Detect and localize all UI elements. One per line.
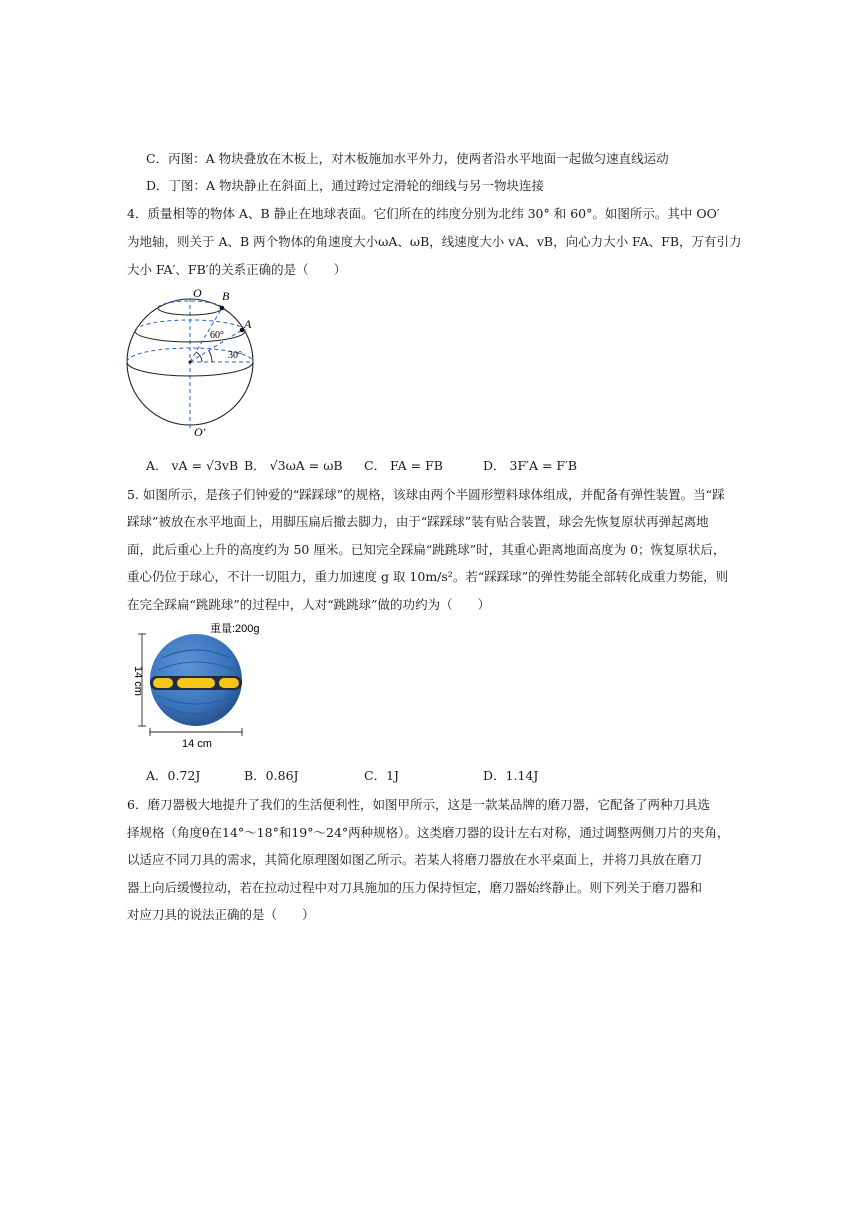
q5-stem-line-2: 踩球”被放在水平地面上，用脚压扁后撤去脚力，由于“踩踩球”装有贴合装置，球会先恢复原状再弹起离地 [127,514,709,529]
width-label: 14 cm [182,738,212,750]
earth-diagram [118,284,278,440]
q4-stem-line-2: 为地轴，则关于 A、B 两个物体的角速度大小ωA、ωB，线速度大小 vA、vB，向心力大小 FA、FB，万有引力 [127,234,742,249]
q5-option-d: D．1.14J [483,768,539,783]
q5-option-c: C．1J [364,768,400,783]
label-a: A [244,317,252,331]
q4-stem-line-1: 4．质量相等的物体 A、B 静止在地球表面。它们所在的纬度分别为北纬 30° 和 60°。如图所示。其中 OO′ [127,206,720,221]
ball-figure [122,620,272,754]
q5-stem-line-3: 面，此后重心上升的高度约为 50 厘米。已知完全踩扁“跳跳球”时，其重心距离地面高度为 0；恢复原状后， [127,542,726,557]
height-label: 14 cm [132,666,144,696]
q6-stem-line-5: 对应刀具的说法正确的是（ ） [127,907,315,922]
q5-stem-line-4: 重心仍位于球心，不计一切阻力，重力加速度 g 取 10m/s²。若“踩踩球”的弹性势能全部转化成重力势能，则 [127,569,729,584]
label-o: O [193,286,202,300]
point-b [220,306,225,311]
q4-options [146,456,746,472]
q3-option-c: C．丙图：A 物块叠放在木板上，对木板施加水平外力，使两者沿水平地面一起做匀速直线运动 [146,151,669,166]
q5-options [146,766,746,782]
weight-label: 重量:200g [210,623,260,635]
q5-option-b: B．0.86J [244,768,299,783]
label-angle-30: 30° [228,350,242,361]
q6-stem-line-3: 以适应不同刀具的需求，其简化原理图如图乙所示。若某人将磨刀器放在水平桌面上，并将刀具放在磨刀 [127,852,703,867]
q6-stem-line-2: 择规格（角度θ在14°～18°和19°～24°两种规格）。这类磨刀器的设计左右对称，通过调整两侧刀片的夹角， [127,825,730,840]
q4-stem-line-3: 大小 FA′、FB′的关系正确的是（ ） [127,262,347,277]
q5-stem-line-1: 5. 如图所示，是孩子们钟爱的“踩踩球”的规格，该球由两个半圆形塑料球体组成，并配备有弹性装置。当“踩 [127,487,725,502]
q5-stem-line-5: 在完全踩扁“跳跳球”的过程中，人对“跳跳球”做的功约为（ ） [127,597,491,612]
label-b: B [222,289,230,303]
q4-option-d: D． 3F′A = F′B [483,458,578,473]
q6-stem-line-4: 器上向后缓慢拉动，若在拉动过程中对刀具施加的压力保持恒定，磨刀器始终静止。则下列关于磨刀器和 [127,880,703,895]
q4-option-b: B． √3ωA = ωB [244,458,343,473]
q4-option-c: C． FA = FB [364,458,443,473]
label-angle-60: 60° [210,330,224,341]
q3-option-d: D．丁图：A 物块静止在斜面上，通过跨过定滑轮的细线与另一物块连接 [146,178,545,193]
q6-stem-line-1: 6．磨刀器极大地提升了我们的生活便利性，如图甲所示，这是一款某品牌的磨刀器，它配备了两种刀具选 [127,797,710,812]
q4-option-a: A． vA = √3vB [146,458,239,473]
q5-option-a: A．0.72J [146,768,201,783]
label-o-prime: O′ [194,425,206,439]
